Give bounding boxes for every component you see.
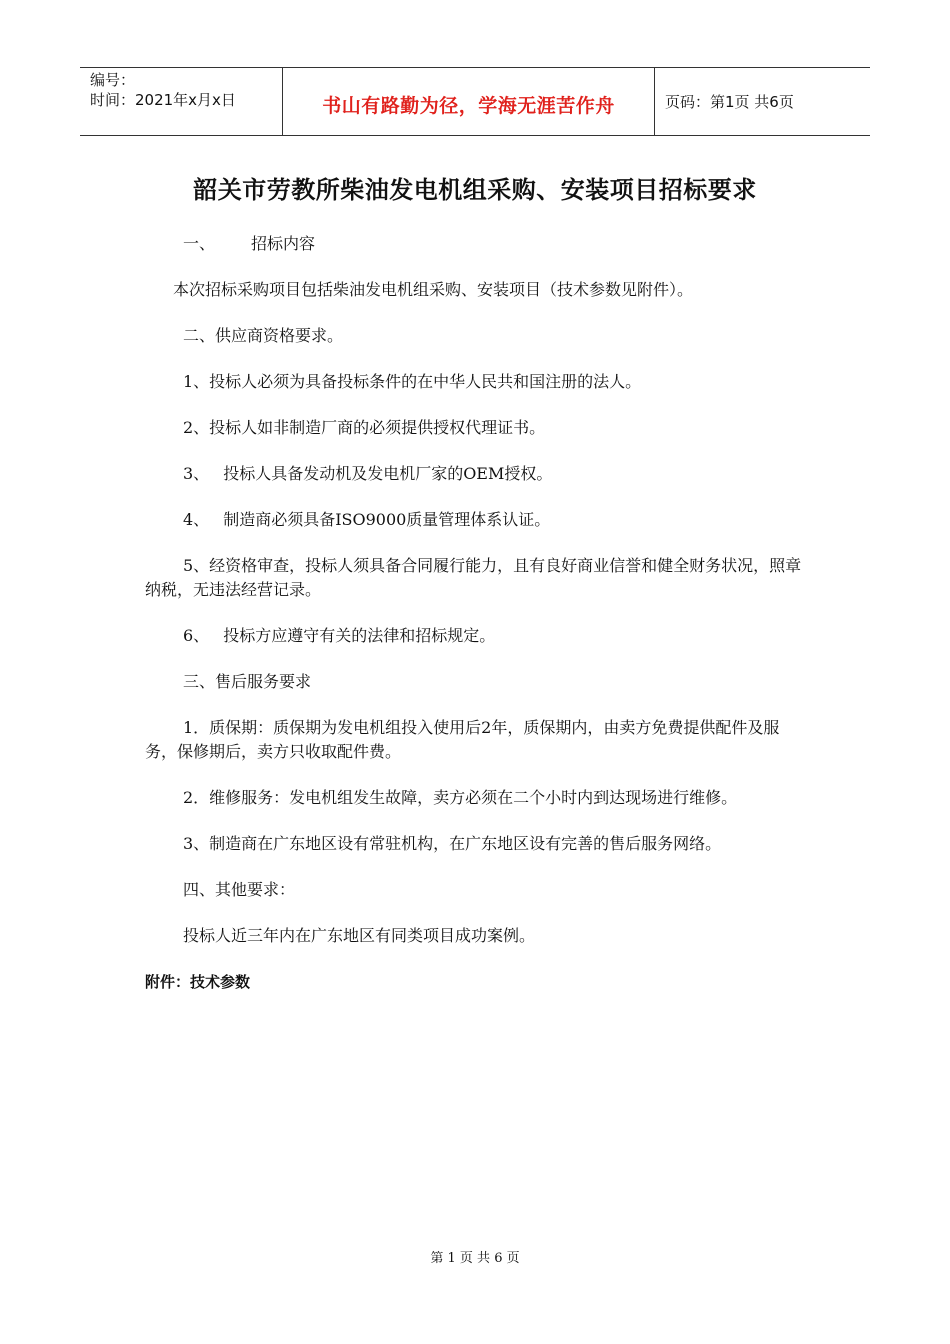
section-2-heading: 二、供应商资格要求。 — [183, 326, 344, 345]
section-2-item-3-number: 3、 — [183, 464, 210, 483]
page-header — [80, 67, 870, 136]
header-motto: 书山有路勤为径，学海无涯苦作舟 — [322, 95, 615, 117]
page-footer: 第 1 页 共 6 页 — [430, 1251, 520, 1266]
page-info-text: 页码：第1页 共6页 — [665, 93, 794, 111]
section-2-item-6-text: 投标方应遵守有关的法律和招标规定。 — [223, 626, 496, 645]
section-2-item-4-text: 制造商必须具备ISO9000质量管理体系认证。 — [223, 510, 551, 529]
section-4-item-1: 投标人近三年内在广东地区有同类项目成功案例。 — [183, 926, 536, 945]
section-2-item-4 — [145, 508, 810, 532]
time-label: 时间：2021年x月x日 — [90, 91, 236, 109]
section-2-item-6 — [145, 624, 810, 648]
header-page-info — [655, 68, 870, 135]
document-title: 韶关市劳教所柴油发电机组采购、安装项目招标要求 — [193, 176, 757, 204]
section-3-heading: 三、售后服务要求 — [183, 672, 312, 691]
attachment-label: 附件：技术参数 — [145, 973, 251, 991]
section-2-item-4-number: 4、 — [183, 510, 210, 529]
section-3-item-3: 3、制造商在广东地区设有常驻机构，在广东地区设有完善的售后服务网络。 — [183, 834, 722, 853]
section-3-item-2: 2．维修服务：发电机组发生故障，卖方必须在二个小时内到达现场进行维修。 — [183, 788, 738, 807]
section-1-title: 招标内容 — [251, 234, 316, 253]
section-1-number: 一、 — [183, 234, 216, 253]
section-2-item-3-text: 投标人具备发动机及发电机厂家的OEM授权。 — [223, 464, 553, 483]
section-2-item-1: 1、投标人必须为具备投标条件的在中华人民共和国注册的法人。 — [183, 372, 642, 391]
section-2-item-3 — [145, 462, 810, 486]
section-1-heading — [145, 232, 810, 256]
section-2-item-5: 5、经资格审查，投标人须具备合同履行能力，且有良好商业信誉和健全财务状况，照章纳税，无违法经营记录。 — [145, 556, 802, 599]
section-3-item-1: 1．质保期：质保期为发电机组投入使用后2年，质保期内，由卖方免费提供配件及服务，保修期后，卖方只收取配件费。 — [145, 718, 780, 761]
document-body — [145, 232, 810, 994]
header-motto-cell — [282, 68, 655, 135]
number-label: 编号： — [90, 71, 136, 89]
header-meta — [80, 68, 282, 135]
section-1-paragraph: 本次招标采购项目包括柴油发电机组采购、安装项目（技术参数见附件）。 — [173, 280, 694, 299]
section-4-heading: 四、其他要求： — [183, 880, 296, 899]
section-2-item-2: 2、投标人如非制造厂商的必须提供授权代理证书。 — [183, 418, 546, 437]
section-2-item-6-number: 6、 — [183, 626, 210, 645]
